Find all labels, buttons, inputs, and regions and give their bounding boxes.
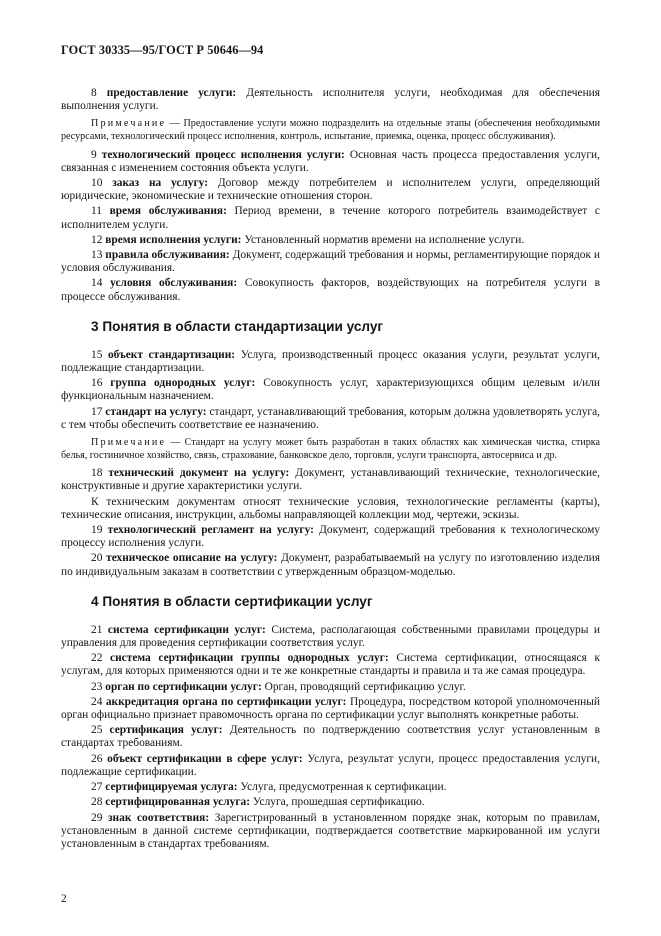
term-entry [61, 406, 600, 432]
entry-number: 10 [91, 177, 103, 189]
entry-definition: Процедура, посредством которой уполномоченный орган официально признает правомочность органа по сертификации услуг выполнять конкретные работы. [61, 695, 600, 722]
entry-number: 27 [91, 781, 103, 794]
entry-term: сертифицируемая услуга: [105, 781, 238, 794]
term-entry [61, 87, 600, 113]
note-text: — Стандарт на услугу может быть разработан в таких областях как химическая чистка, стирка белья, гостиничное хозяйство, связь, страхование, банковское дело, торговля, услуги транспорта, автосервиса и др. [61, 437, 600, 461]
entry-term: объект сертификации в сфере услуг: [107, 752, 303, 765]
entry-term: правила обслуживания: [105, 249, 230, 262]
term-entry [61, 177, 600, 203]
entry-number: 22 [91, 652, 103, 665]
entry-term: аккредитация органа по сертификации услуг: [105, 695, 347, 708]
term-entry [61, 724, 600, 750]
entry-term: сертификация услуг: [109, 724, 223, 737]
entry-definition: Совокупность услуг, характеризующихся общим целевым и/или функциональным назначением. [61, 377, 601, 403]
entry-definition: Документ, устанавливающий технические, технологические, конструктивные и другие характеристики услуги. [61, 467, 600, 493]
entry-definition: Система, располагающая собственными правилами процедуры и управления для проведения сертификации соответствия услуг. [61, 623, 600, 650]
entry-term: система сертификации услуг: [107, 623, 266, 636]
entry-term: технологический регламент на услугу: [107, 524, 314, 537]
term-entry [61, 696, 600, 722]
entry-number: 21 [91, 623, 103, 636]
entry-definition: Период времени, в течение которого потребитель взаимодействует с исполнителем услуги. [61, 205, 600, 231]
entry-definition: стандарт, устанавливающий требования, которым должна удовлетворять услуга, с тем чтобы обеспечить соответствие ее назначению. [61, 405, 600, 431]
term-entry [61, 234, 600, 247]
entry-term: знак соответствия: [107, 811, 210, 824]
term-entry [61, 552, 600, 578]
term-entry [61, 467, 600, 493]
entry-number: 9 [91, 148, 97, 161]
entry-definition: Орган, проводящий сертификацию услуг. [264, 680, 466, 693]
term-entry [61, 277, 600, 303]
entry-definition: Система сертификации, относящаяся к услугам, для которых применяются одни и те же конкретные стандарты и правила и та же самая процедура. [61, 652, 600, 678]
entry-number: 8 [91, 87, 97, 99]
entry-definition: Договор между потребителем и исполнителем услуги, определяющий юридические, экономические и технические отношения сторон. [61, 177, 600, 203]
entry-definition: Зарегистрированный в установленном порядке знак, которым по правилам, установленным в данной системе сертификации, подтверждается соответствие маркированной им услуги установленным в стандартах требованиям. [61, 811, 600, 850]
entry-term: предоставление услуги: [106, 87, 237, 99]
entry-number: 28 [91, 796, 103, 809]
note-label: Примечание [91, 118, 167, 130]
term-entry [61, 149, 600, 175]
entry-definition: Деятельность по подтверждению соответствия услуг установленным в стандартах требованиям. [61, 724, 600, 750]
entry-definition: Услуга, прошедшая сертификацию. [252, 796, 425, 809]
entry-number: 23 [91, 680, 103, 693]
entry-number: 17 [91, 405, 103, 418]
entry-definition: Деятельность исполнителя услуги, необходимая для обеспечения выполнения услуги. [61, 87, 601, 113]
note-text: — Предоставление услуги можно подразделить на отдельные этапы (обеспечения необходимыми ресурсами, технологический процесс исполнения, контроль, испытание, приемка, оценка, процесс обслуживания). [61, 118, 600, 142]
entry-definition: Установленный норматив времени на исполнение услуги. [244, 233, 525, 246]
section-heading: 3 Понятия в области стандартизации услуг [91, 318, 384, 334]
entry-number: 24 [91, 695, 103, 708]
entry-definition: Услуга, предусмотренная к сертификации. [240, 781, 447, 794]
page-content [61, 87, 600, 851]
term-entry [61, 781, 600, 794]
term-entry [61, 249, 600, 275]
entry-definition: Основная часть процесса предоставления услуги, связанная с изменением состояния объекта услуги. [61, 148, 600, 174]
entry-term: время исполнения услуги: [105, 233, 242, 246]
term-entry [61, 812, 600, 852]
section-heading: 4 Понятия в области сертификации услуг [91, 593, 373, 609]
entry-number: 29 [91, 811, 103, 824]
entry-term: объект стандартизации: [107, 348, 236, 361]
entry-term: сертифицированная услуга: [105, 796, 250, 809]
page-number: 2 [61, 893, 67, 905]
entry-term: условия обслуживания: [110, 277, 238, 290]
entry-term: техническое описание на услугу: [106, 552, 278, 565]
entry-number: 13 [91, 249, 103, 262]
term-entry [61, 796, 600, 809]
term-entry [61, 524, 600, 550]
note-label: Примечание [91, 437, 167, 449]
entry-term: технический документ на услугу: [108, 467, 290, 480]
term-entry [61, 681, 600, 694]
entry-term: стандарт на услугу: [105, 405, 207, 418]
term-entry [61, 652, 600, 678]
entry-number: 16 [91, 377, 103, 390]
entry-definition: Документ, содержащий требования к технологическому процессу исполнения услуги. [61, 524, 600, 550]
entry-term: система сертификации группы однородных услуг: [110, 652, 389, 665]
note [61, 118, 600, 143]
entry-number: 20 [91, 552, 103, 565]
entry-number: 26 [91, 752, 103, 765]
entry-number: 18 [91, 467, 103, 480]
entry-definition: Документ, содержащий требования и нормы, регламентирующие порядок и условия обслуживания. [61, 249, 601, 275]
entry-definition: Услуга, производственный процесс оказания услуги, результат услуги, подлежащие стандартизации. [61, 348, 600, 375]
page-header: ГОСТ 30335—95/ГОСТ Р 50646—94 [61, 43, 264, 57]
entry-term: время обслуживания: [109, 205, 227, 218]
entry-number: 14 [91, 277, 103, 290]
entry-definition: Совокупность факторов, воздействующих на потребителя услуги в процессе обслуживания. [61, 277, 600, 303]
entry-term: орган по сертификации услуг: [105, 680, 262, 693]
term-entry [61, 753, 600, 779]
entry-number: 12 [91, 233, 103, 246]
term-entry [61, 377, 600, 403]
entry-number: 11 [91, 205, 102, 218]
note [61, 437, 600, 462]
entry-term: заказ на услугу: [112, 177, 208, 189]
entry-definition: Услуга, результат услуги, процесс предоставления услуги, подлежащие сертификации. [61, 752, 600, 778]
entry-number: 25 [91, 724, 103, 737]
term-entry [61, 624, 600, 650]
term-entry [61, 349, 600, 375]
plain-paragraph: К техническим документам относят технические условия, технологические регламенты (карты), технические описания, инструкции, альбомы направляющей коллекции мод, чертежи, эскизы. [61, 495, 600, 521]
entry-definition: Документ, разрабатываемый на услугу по изготовлению изделия по индивидуальным заказам в соответствии с утвержденным образцом-моделью. [61, 552, 600, 578]
entry-term: технологический процесс исполнения услуги: [101, 148, 345, 161]
entry-number: 19 [91, 524, 103, 537]
term-entry [61, 205, 600, 231]
entry-term: группа однородных услуг: [110, 377, 256, 390]
entry-number: 15 [91, 348, 103, 361]
